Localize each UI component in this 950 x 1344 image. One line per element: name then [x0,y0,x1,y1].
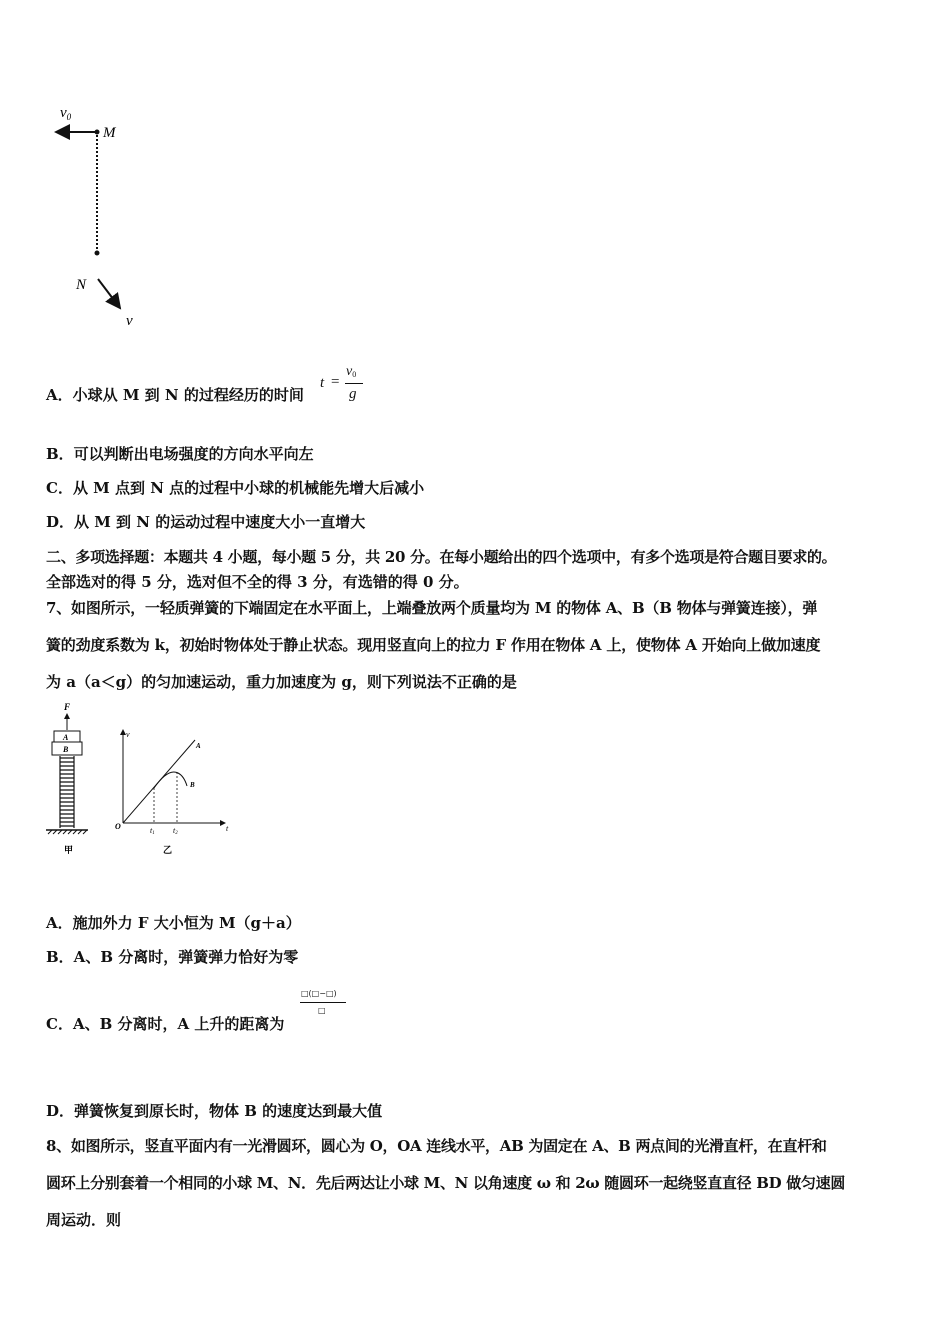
q7-option-c: C．A、B 分离时，A 上升的距离为 [46,1015,285,1033]
t2-label: t2 [173,826,178,836]
formula-eq: = [331,374,340,390]
q7-option-a: A．施加外力 F 大小恒为 M（g＋a） [46,914,301,932]
v-arrow [98,279,120,308]
q6-option-d: D．从 M 到 N 的运动过程中速度大小一直增大 [46,513,366,531]
figure-spring-vt [40,700,250,860]
q8-line1: 8、如图所示，竖直平面内有一光滑圆环，圆心为 O，OA 连线水平，AB 为固定在 A、B 两点间的光滑直杆，在直杆和 [46,1137,827,1155]
c-formula-bar [300,1002,346,1003]
block-b-label: B [63,745,69,754]
m-label: M [103,125,116,141]
f-label: F [64,702,71,712]
q8-line2: 圆环上分别套着一个相同的小球 M、N．先后两达让小球 M、N 以角速度 ω 和 2ω 随圆环一起绕竖直直径 BD 做匀速圆 [46,1174,846,1192]
curve-b-label: B [190,781,195,789]
formula-t: t [320,375,325,391]
formula-bar [345,383,363,384]
caption-right: 乙 [163,845,173,855]
q7-line3: 为 a（a＜g）的匀加速运动，重力加速度为 g，则下列说法不正确的是 [46,673,517,691]
point-m [95,130,100,135]
block-a-label: A [63,733,69,742]
formula-num: v0 [346,364,357,379]
section2-line1: 二、多项选择题：本题共 4 小题，每小题 5 分，共 20 分。在每小题给出的四个选项中，有多个选项是符合题目要求的。 [46,548,837,566]
t-axis-label: t [226,824,229,833]
figure-mn-diagram [40,95,160,340]
q7-option-c-formula [298,987,348,1027]
q6-option-a: A．小球从 M 到 N 的过程经历的时间 [46,386,304,404]
q7-line1: 7、如图所示，一轻质弹簧的下端固定在水平面上，上端叠放两个质量均为 M 的物体 A、B（B 物体与弹簧连接），弹 [46,599,818,617]
v-axis-label: v [126,730,130,739]
v-label: v [126,313,133,329]
c-formula-num: □(□−□) [301,989,337,998]
q8-line3: 周运动．则 [46,1211,122,1229]
q6-option-c: C．从 M 点到 N 点的过程中小球的机械能先增大后减小 [46,479,425,497]
q7-option-b: B．A、B 分离时，弹簧弹力恰好为零 [46,948,299,966]
curve-a-label: A [196,742,201,750]
curve-b [154,772,187,788]
q7-option-d: D．弹簧恢复到原长时，物体 B 的速度达到最大值 [46,1102,383,1120]
n-label: N [76,277,87,293]
c-formula-den: □ [318,1006,326,1015]
t1-label: t1 [150,826,155,836]
q6-option-b: B．可以判断出电场强度的方向水平向左 [46,445,314,463]
caption-left: 甲 [64,845,74,855]
v0-label: $v_0$ [60,105,72,122]
q6-option-a-formula [320,362,370,410]
q7-line2: 簧的劲度系数为 k，初始时物体处于静止状态。现用竖直向上的拉力 F 作用在物体 A 上，使物体 A 开始向上做加速度 [46,636,821,654]
origin-label: O [115,822,121,831]
spring-coil [60,756,74,828]
formula-den: g [349,386,357,402]
point-n [95,251,100,256]
section2-line2: 全部选对的得 5 分，选对但不全的得 3 分，有选错的得 0 分。 [46,573,469,591]
